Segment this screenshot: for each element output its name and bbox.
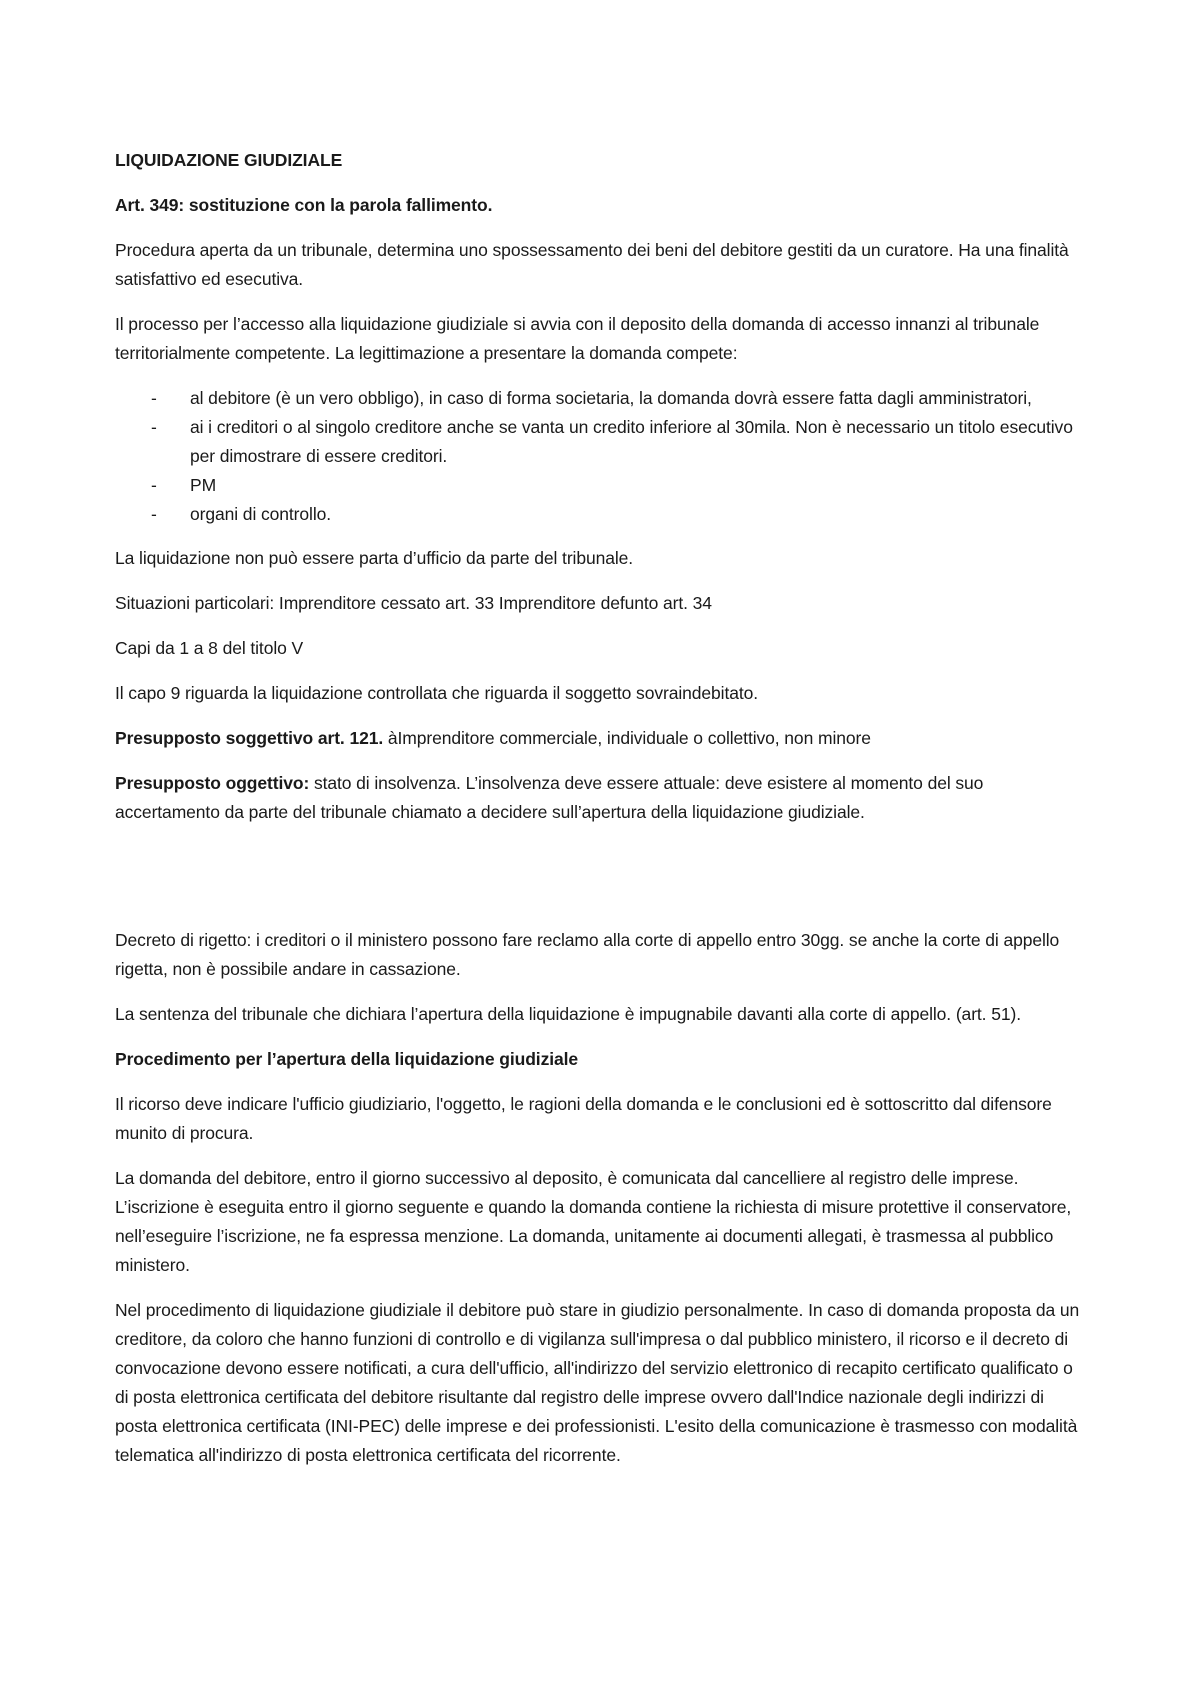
list-item-text: al debitore (è un vero obbligo), in caso di forma societaria, la domanda dovrà essere fatta dagli amministratori, <box>190 388 1032 408</box>
paragraph-processo: Il processo per l’accesso alla liquidazione giudiziale si avvia con il deposito della domanda di accesso innanzi al tribunale territorialmente competente. La legittimazione a presentare la domanda compete: <box>115 314 1040 363</box>
dash-bullet: - <box>151 475 157 495</box>
paragraph-presupposto-oggettivo <box>115 769 1090 827</box>
list-item-text: PM <box>190 475 217 495</box>
paragraph-procedura: Procedura aperta da un tribunale, determina uno spossessamento dei beni del debitore gestiti da un curatore. Ha una finalità satisfattivo ed esecutiva. <box>115 240 1069 289</box>
list-item <box>115 500 1090 529</box>
presupposto-oggettivo-text: stato di insolvenza. L’insolvenza deve essere attuale: deve esistere al momento del suo accertamento da parte del tribunale chiamato a decidere sull’apertura della liquidazione giudiziale. <box>115 773 984 822</box>
paragraph-domanda: La domanda del debitore, entro il giorno successivo al deposito, è comunicata dal cancelliere al registro delle imprese. L’iscrizione è eseguita entro il giorno seguente e quando la domanda contiene la richiesta di misure protettive il conservatore, nell’eseguire l’iscrizione, ne fa espressa menzione. La domanda, unitamente ai documenti allegati, è trasmessa al pubblico ministero. <box>115 1168 1072 1275</box>
list-item <box>115 384 1090 413</box>
document-page <box>115 146 1090 1486</box>
paragraph-capo-9: Il capo 9 riguarda la liquidazione controllata che riguarda il soggetto sovraindebitato. <box>115 683 758 703</box>
paragraph-sentenza: La sentenza del tribunale che dichiara l’apertura della liquidazione è impugnabile davanti alla corte di appello. (art. 51). <box>115 1004 1021 1024</box>
section-heading-procedimento: Procedimento per l’apertura della liquidazione giudiziale <box>115 1049 579 1069</box>
blank-space <box>115 843 1090 926</box>
dash-bullet: - <box>151 417 157 437</box>
paragraph-procedimento: Nel procedimento di liquidazione giudiziale il debitore può stare in giudizio personalmente. In caso di domanda proposta da un creditore, da coloro che hanno funzioni di controllo e di vigilanza sull'impresa o dal pubblico ministero, il ricorso e il decreto di convocazione devono essere notificati, a cura dell'ufficio, all'indirizzo del servizio elettronico di recapito certificato qualificato o di posta elettronica certificata del debitore risultante dal registro delle imprese ovvero dall'Indice nazionale degli indirizzi di posta elettronica certificata (INI-PEC) delle imprese e dei professionisti. L'esito della comunicazione è trasmesso con modalità telematica all'indirizzo di posta elettronica certificata del ricorrente. <box>115 1300 1080 1465</box>
dash-bullet: - <box>151 388 157 408</box>
list-item <box>115 471 1090 500</box>
paragraph-decreto: Decreto di rigetto: i creditori o il ministero possono fare reclamo alla corte di appello entro 30gg. se anche la corte di appello rigetta, non è possibile andare in cassazione. <box>115 930 1060 979</box>
paragraph-situazioni: Situazioni particolari: Imprenditore cessato art. 33 Imprenditore defunto art. 34 <box>115 593 712 613</box>
art-349-line: Art. 349: sostituzione con la parola fallimento. <box>115 195 493 215</box>
presupposto-oggettivo-label: Presupposto oggettivo: <box>115 773 310 793</box>
list-item-text: ai i creditori o al singolo creditore anche se vanta un credito inferiore al 30mila. Non è necessario un titolo esecutivo per dimostrare di essere creditori. <box>190 417 1073 466</box>
paragraph-capi: Capi da 1 a 8 del titolo V <box>115 638 304 658</box>
presupposto-soggettivo-text: àImprenditore commerciale, individuale o collettivo, non minore <box>383 728 871 748</box>
paragraph-presupposto-soggettivo <box>115 724 1090 753</box>
list-item <box>115 413 1090 471</box>
paragraph-ricorso: Il ricorso deve indicare l'ufficio giudiziario, l'oggetto, le ragioni della domanda e le conclusioni ed è sottoscritto dal difensore munito di procura. <box>115 1094 1052 1143</box>
list-item-text: organi di controllo. <box>190 504 331 524</box>
legitimation-list <box>115 384 1090 529</box>
paragraph-ufficio: La liquidazione non può essere parta d’ufficio da parte del tribunale. <box>115 548 634 568</box>
presupposto-soggettivo-label: Presupposto soggettivo art. 121. <box>115 728 384 748</box>
document-title: LIQUIDAZIONE GIUDIZIALE <box>115 150 343 170</box>
dash-bullet: - <box>151 504 157 524</box>
